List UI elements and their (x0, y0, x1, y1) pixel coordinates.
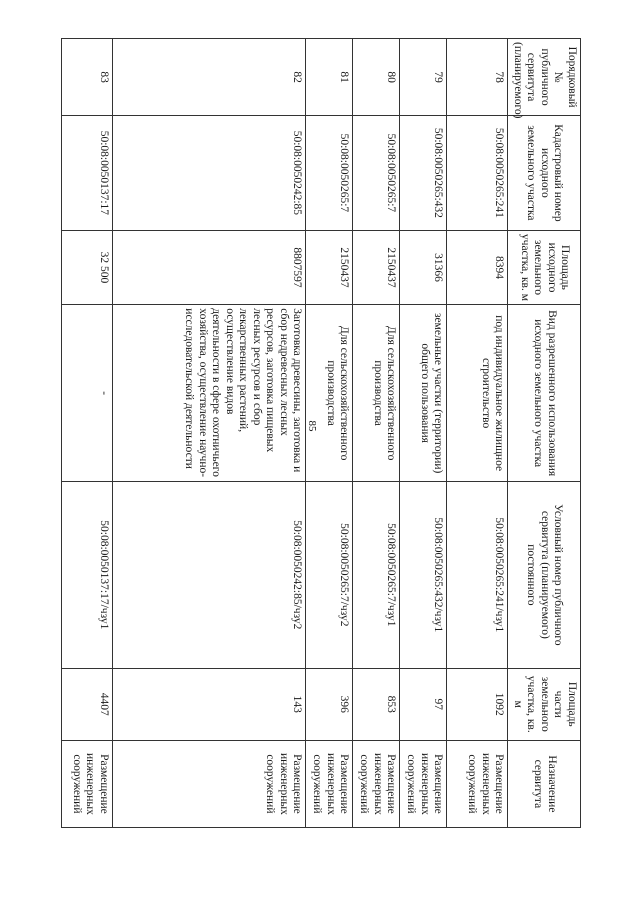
cell-part-area: 396 (306, 668, 353, 740)
cell-area: 31366 (400, 230, 447, 305)
cell-purpose: Размещение инженерных сооружений (112, 740, 306, 827)
header-cell: Условный номер публичного сервитута (планируемого) постоянного (508, 482, 581, 669)
cell-purpose: Размещение инженерных сооружений (62, 740, 113, 827)
cell-purpose: Размещение инженерных сооружений (306, 740, 353, 827)
cell-part-area: 1092 (447, 668, 508, 740)
cell-no: 80 (353, 39, 400, 116)
cell-no: 79 (400, 39, 447, 116)
cell-cadastral: 50:08:0050265:241 (447, 116, 508, 230)
table-row (353, 39, 400, 828)
cell-no: 81 (306, 39, 353, 116)
table-row (400, 39, 447, 828)
cell-use: Для сельскохозяйственного производства (353, 305, 400, 482)
table-row (112, 39, 306, 828)
page-number: 85 (306, 420, 318, 432)
cell-cadastral: 50:08:0050137:17 (62, 116, 113, 230)
cell-part-area: 853 (353, 668, 400, 740)
cell-part-area: 97 (400, 668, 447, 740)
cell-purpose: Размещение инженерных сооружений (447, 740, 508, 827)
cell-purpose: Размещение инженерных сооружений (400, 740, 447, 827)
servitude-table (61, 38, 581, 828)
cell-use: Для сельскохозяйственного производства (306, 305, 353, 482)
table-row (306, 39, 353, 828)
cell-cadastral: 50:08:0050265:432 (400, 116, 447, 230)
table-row (62, 39, 113, 828)
header-cell: Назначение сервитута (508, 740, 581, 827)
cell-purpose: Размещение инженерных сооружений (353, 740, 400, 827)
cell-conditional-number: 50:08:0050265:241/чзу1 (447, 482, 508, 669)
cell-part-area: 143 (112, 668, 306, 740)
table-header-row (508, 39, 581, 828)
header-cell: Вид разрешенного использования исходного земельного участка (508, 305, 581, 482)
cell-use: под индивидуальное жилищное строительство (447, 305, 508, 482)
cell-no: 82 (112, 39, 306, 116)
cell-area: 8394 (447, 230, 508, 305)
cell-area: 2150437 (353, 230, 400, 305)
cell-use: - (62, 305, 113, 482)
cell-conditional-number: 50:08:0050242:85/чзу2 (112, 482, 306, 669)
cell-part-area: 4407 (62, 668, 113, 740)
cell-conditional-number: 50:08:0050137:17/чзу1 (62, 482, 113, 669)
cell-use: Заготовка древесины, заготовка и сбор недревесных лесных ресурсов, заготовка пищевых лесных ресурсов и сбор лекарственных растений, осуществление видов деятельности в сфере охотничьего хозяйства, осуществление научно-исследовательской деятельности (112, 305, 306, 482)
cell-cadastral: 50:08:0050242:85 (112, 116, 306, 230)
cell-area: 2150437 (306, 230, 353, 305)
cell-conditional-number: 50:08:0050265:432/чзу1 (400, 482, 447, 669)
cell-use: земельные участки (территории) общего пользования (400, 305, 447, 482)
header-cell: Площадь части земельного участка, кв. м (508, 668, 581, 740)
cell-area: 8807597 (112, 230, 306, 305)
cell-cadastral: 50:08:0050265:7 (306, 116, 353, 230)
cell-conditional-number: 50:08:0050265:7/чзу2 (306, 482, 353, 669)
cell-conditional-number: 50:08:0050265:7/чзу1 (353, 482, 400, 669)
cell-no: 83 (62, 39, 113, 116)
cell-area: 32 500 (62, 230, 113, 305)
table-row (447, 39, 508, 828)
header-cell: Площадь исходного земельного участка, кв. м (508, 230, 581, 305)
header-cell: Порядковый № публичного сервитута (планируемого) (508, 39, 581, 116)
cell-no: 78 (447, 39, 508, 116)
cell-cadastral: 50:08:0050265:7 (353, 116, 400, 230)
header-cell: Кадастровый номер исходного земельного участка (508, 116, 581, 230)
